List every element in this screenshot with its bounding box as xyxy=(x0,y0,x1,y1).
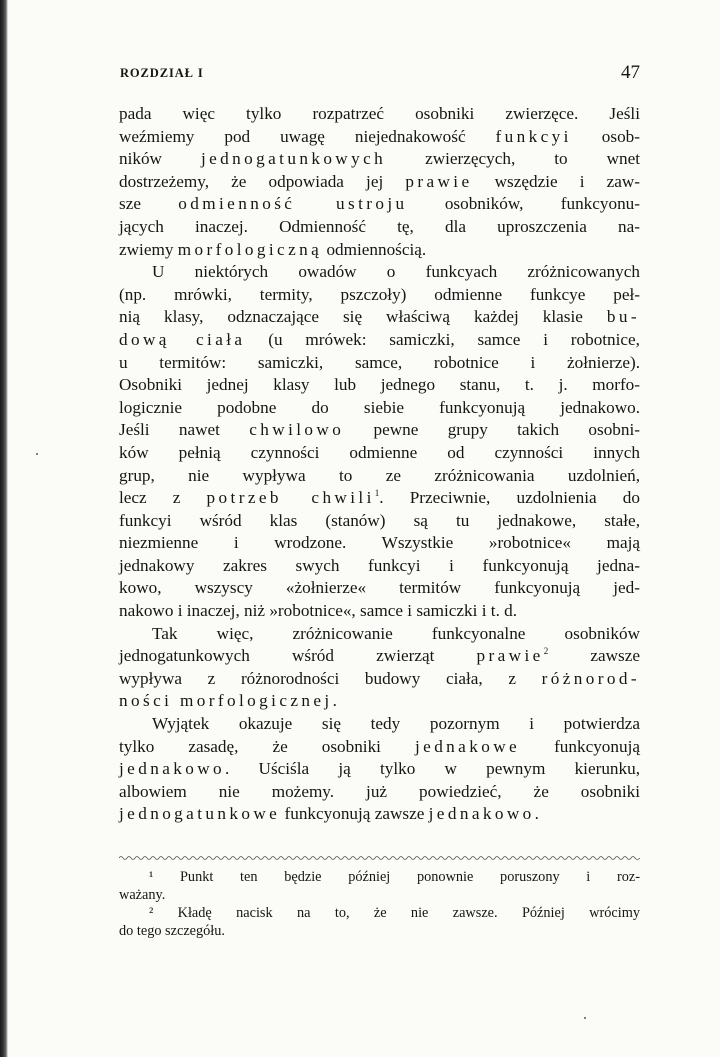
footnote-ref: 1 xyxy=(374,488,380,499)
text-line xyxy=(119,216,640,239)
text-line xyxy=(119,171,640,194)
text-segment: pewne grupy takich osobni- xyxy=(344,420,640,440)
emphasized-text: jednogatunkowych xyxy=(200,149,387,169)
text-line xyxy=(119,803,640,826)
text-line xyxy=(119,465,640,488)
emphasized-text: dową ciała xyxy=(119,329,246,349)
text-segment: logicznie podobne do siebie funkcyonują jednakowo. xyxy=(119,397,640,417)
text-line xyxy=(119,487,640,510)
text-segment: tylko zasadę, że osobniki xyxy=(119,736,415,756)
text-line xyxy=(119,510,640,533)
text-line xyxy=(119,781,640,804)
footnote-line xyxy=(119,886,640,904)
text-segment: Osobniki jednej klasy lub jednego stanu, t. j. morfo- xyxy=(119,375,640,395)
footnotes xyxy=(119,868,640,940)
text-segment: osob- xyxy=(571,126,640,146)
emphasized-text: chwilowo xyxy=(249,420,345,440)
text-segment: (u mrówek: samiczki, samce i robotnice, xyxy=(245,329,640,349)
emphasized-text: jednakowe xyxy=(414,736,521,756)
text-line xyxy=(119,306,640,329)
text-segment: odmiennością. xyxy=(322,239,427,259)
book-binding-edge xyxy=(0,0,8,1057)
text-line xyxy=(119,645,640,668)
emphasized-text: potrzeb chwili xyxy=(206,488,375,508)
text-segment: dostrzeżemy, że odpowiada jej xyxy=(119,171,406,191)
text-segment: zwierzęcych, to wnet xyxy=(386,149,641,169)
text-segment: . xyxy=(534,804,539,824)
text-line xyxy=(119,148,640,171)
emphasized-text: ności morfologicznej xyxy=(119,691,333,711)
text-segment: jednogatunkowych wśród zwierząt xyxy=(119,646,477,666)
text-segment: Wyjątek okazuje się tedy pozornym i potwierdza xyxy=(152,714,640,734)
text-segment: albowiem nie możemy. już powiedzieć, że osobniki xyxy=(119,781,640,801)
text-segment: lecz z xyxy=(119,488,207,508)
text-segment: zwiemy xyxy=(119,239,178,259)
text-line xyxy=(119,126,640,149)
text-line xyxy=(119,532,640,555)
text-segment: u termitów: samiczki, samce, robotnice i żołnierze). xyxy=(119,352,640,372)
text-segment: wypływa z różnorodności budowy ciała, z xyxy=(119,668,542,688)
text-segment: nią klasy, odznaczające się właściwą każdej klasie xyxy=(119,307,607,327)
footnote-line xyxy=(119,922,640,940)
text-segment: Jeśli nawet xyxy=(119,420,250,440)
text-segment: pada więc tylko rozpatrzeć osobniki zwierzęce. Jeśli xyxy=(119,104,640,123)
text-segment: niezmienne i wrodzone. Wszystkie »robotnice« mają xyxy=(119,533,640,553)
text-segment: . Przeciwnie, uzdolnienia do xyxy=(379,488,640,508)
text-line xyxy=(119,397,640,420)
text-segment: U niektórych owadów o funkcyach zróżnicowanych xyxy=(152,262,640,282)
emphasized-text: różnorod- xyxy=(541,668,640,688)
text-segment: funkcyonują xyxy=(520,736,640,756)
text-line xyxy=(119,103,640,126)
text-line xyxy=(119,690,640,713)
emphasized-text: bu- xyxy=(606,307,640,327)
page-number: 47 xyxy=(621,62,640,83)
text-segment: grup, nie wypływa to ze zróżnicowania uzdolnień, xyxy=(119,465,640,485)
emphasized-text: prawie xyxy=(405,171,473,191)
footnote-divider xyxy=(119,855,640,861)
text-segment: jednakowy zakres swych funkcyi i funkcyonują jedna- xyxy=(119,555,640,575)
text-segment: zawsze xyxy=(548,646,640,666)
text-segment: funkcyonują zawsze xyxy=(280,804,429,824)
text-segment: funkcyi wśród klas (stanów) są tu jednakowe, stałe, xyxy=(119,510,640,530)
footnote-line xyxy=(119,904,640,922)
text-segment: . xyxy=(332,691,337,711)
text-line xyxy=(119,193,640,216)
main-text xyxy=(119,103,640,826)
text-line xyxy=(119,442,640,465)
footnote-text: do tego szczegółu. xyxy=(119,923,225,939)
footnote-text: ważany. xyxy=(119,887,166,903)
text-line xyxy=(119,374,640,397)
text-line xyxy=(119,329,640,352)
text-line xyxy=(119,555,640,578)
text-line xyxy=(119,758,640,781)
page-header xyxy=(120,62,640,88)
emphasized-text: prawie xyxy=(476,646,544,666)
running-head: ROZDZIAŁ I xyxy=(120,66,204,80)
text-segment: (np. mrówki, termity, pszczoły) odmienne funkcye peł- xyxy=(119,284,640,304)
footnote-ref: 2 xyxy=(543,646,549,657)
text-segment: ników xyxy=(119,149,201,169)
emphasized-text: jednakowo xyxy=(119,759,226,779)
text-line xyxy=(119,736,640,759)
text-line xyxy=(119,419,640,442)
text-segment: Tak więc, zróżnicowanie funkcyonalne osobników xyxy=(152,623,640,643)
footnote-line xyxy=(119,868,640,886)
text-segment: jących inaczej. Odmienność tę, dla uproszczenia na- xyxy=(119,216,640,236)
text-segment: kowo, wszyscy «żołnierze« termitów funkcyonują jed- xyxy=(119,578,640,598)
text-segment: nakowo i inaczej, niż »robotnice«, samce i samiczki i t. d. xyxy=(119,601,518,621)
text-line xyxy=(119,284,640,307)
emphasized-text: jednogatunkowe xyxy=(119,804,281,824)
emphasized-text: odmienność ustroju xyxy=(178,194,408,214)
emphasized-text: funkcyi xyxy=(495,126,572,146)
text-segment: wszędzie i zaw- xyxy=(472,171,641,191)
footnote-text: ² Kładę nacisk na to, że nie zawsze. Później wrócimy xyxy=(149,905,640,921)
text-line xyxy=(119,600,640,623)
text-segment: . Uściśla ją tylko w pewnym kierunku, xyxy=(225,759,640,779)
text-line xyxy=(119,713,640,736)
text-line xyxy=(119,261,640,284)
emphasized-text: morfologiczną xyxy=(177,239,323,259)
text-segment: osobników, funkcyonu- xyxy=(407,194,640,214)
text-line xyxy=(119,623,640,646)
paper-speck xyxy=(36,453,38,455)
text-segment: ków pełnią czynności odmienne od czynności innych xyxy=(119,442,640,462)
paper-speck xyxy=(584,1017,586,1019)
emphasized-text: jednakowo xyxy=(428,804,535,824)
text-line xyxy=(119,668,640,691)
text-segment: sze xyxy=(119,194,179,214)
text-line xyxy=(119,577,640,600)
text-line xyxy=(119,352,640,375)
text-segment: weźmiemy pod uwagę niejednakowość xyxy=(119,126,496,146)
text-line xyxy=(119,239,640,262)
footnote-text: ¹ Punkt ten będzie później ponownie poruszony i roz- xyxy=(149,869,640,885)
